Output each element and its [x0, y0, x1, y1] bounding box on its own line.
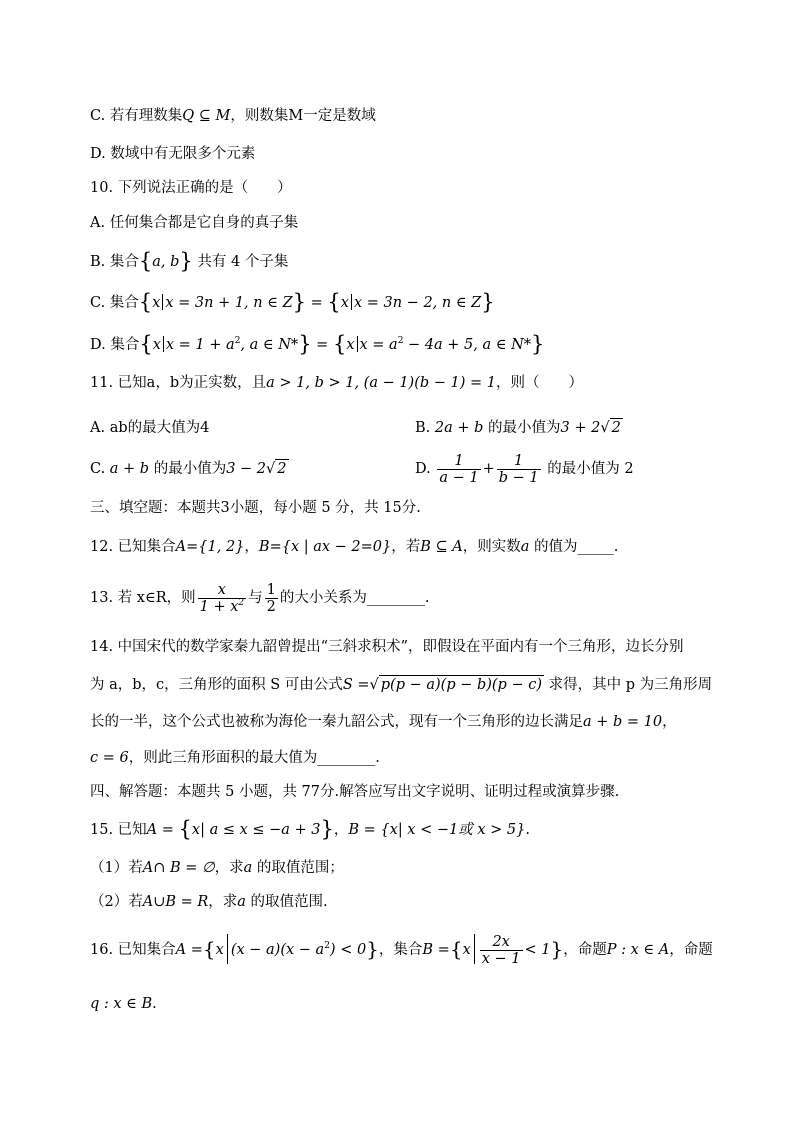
- question-12: [90, 537, 618, 557]
- text: ，求: [214, 860, 244, 876]
- fraction: [437, 453, 480, 486]
- denominator: x − 1: [481, 950, 521, 967]
- text: ，: [333, 822, 349, 838]
- q10-option-c: C. 集合{x x = 3n + 1, n ∈ Z} = {x x = 3n − 2, n ∈ Z}: [90, 290, 495, 314]
- math-expr: x: [152, 337, 161, 353]
- math-expr: P : x ∈ A: [606, 942, 670, 958]
- text: 的大小关系为________.: [279, 590, 430, 606]
- question-16-line-2: [90, 994, 157, 1014]
- math-expr: B =: [422, 942, 450, 958]
- text: ，则实数: [462, 539, 521, 555]
- text: 12. 已知集合: [90, 539, 176, 555]
- text: ，则（ ）: [496, 375, 583, 391]
- numerator: 2x: [480, 934, 523, 951]
- question-10: [90, 178, 292, 198]
- text: ，命题: [563, 942, 607, 958]
- math-expr: x| a ≤ x ≤ −a + 3: [191, 822, 321, 838]
- text: D.: [415, 461, 436, 477]
- text: A. ab的最大值为4: [90, 420, 210, 436]
- text: B. 集合: [90, 254, 139, 270]
- text: 共有 4 个子集: [192, 254, 289, 270]
- q11-option-d: [415, 451, 634, 487]
- math-expr: x = 3n + 1, n ∈ Z: [165, 295, 293, 311]
- text: 的最小值为: [483, 420, 561, 436]
- math-expr: q : x ∈ B: [90, 996, 153, 1012]
- math-expr: x = a: [359, 337, 398, 353]
- math-expr: − 4a + 5, a ∈ N*: [403, 337, 532, 353]
- denominator: 2: [266, 598, 276, 615]
- text: ，则此三角形面积的最大值为________.: [128, 750, 380, 766]
- text: C. 集合: [90, 295, 139, 311]
- q10-option-a: [90, 213, 298, 233]
- text: 14. 中国宋代的数学家秦九韶曾提出“三斜求积术”，即假设在平面内有一个三角形，边长分别: [90, 639, 684, 655]
- numerator: 1: [497, 453, 541, 470]
- text: ，: [244, 539, 259, 555]
- text: .: [525, 822, 530, 838]
- math-expr: 2: [611, 420, 621, 436]
- math-expr: x: [152, 295, 161, 311]
- math-expr: c = 6: [90, 750, 129, 766]
- text: 15. 已知: [90, 822, 147, 838]
- q10-option-b: B. 集合{a, b} 共有 4 个子集: [90, 249, 289, 273]
- question-14-line-2: 为 a，b，c，三角形的面积 S 可由公式S =√ p(p − a)(p − b)(p − c) 求得，其中 p 为三角形周: [90, 677, 713, 693]
- math-expr: B ⊆ A: [420, 539, 463, 555]
- question-15: 15. 已知A = {x| a ≤ x ≤ −a + 3}，B = {x| x < −1或 x > 5}.: [90, 817, 530, 841]
- math-expr: a > 1, b > 1, (a − 1)(b − 1) = 1: [266, 375, 496, 391]
- text: 13. 若 x∈R，则: [90, 590, 196, 606]
- text: ，命题: [669, 942, 713, 958]
- math-expr: +: [482, 461, 495, 477]
- math-expr: A={1, 2}: [175, 539, 245, 555]
- text: ，集合: [378, 942, 423, 958]
- math-expr: a + b: [109, 461, 150, 477]
- math-expr: B = {x| x < −1或 x > 5}: [348, 822, 526, 838]
- text: C.: [90, 461, 110, 477]
- q11-option-b: B. 2a + b 的最小值为3 + 2√ 2: [415, 420, 621, 436]
- text: 的最小值为: [149, 461, 227, 477]
- text: A. 任何集合都是它自身的真子集: [90, 215, 299, 231]
- question-15-part-1: [90, 858, 344, 878]
- math-expr: x: [340, 295, 349, 311]
- text: ，则数集M一定是数域: [230, 108, 376, 124]
- math-expr: x: [215, 942, 224, 958]
- math-expr: A =: [146, 822, 179, 838]
- fraction: [198, 582, 247, 615]
- denominator: $1 + x^2$: [199, 597, 245, 615]
- fraction: [265, 582, 278, 615]
- math-expr: 3 + 2: [560, 420, 601, 436]
- question-16-line-1: 16. 已知集合A ={x $(x - a)(x - a^2) < 0$}，集合B ={x $\frac{2x}{x - 1}$ < 1}，命题P : x ∈ A，命题: [90, 933, 713, 967]
- text: ，: [662, 714, 677, 730]
- math-expr: p(p − a)(p − b)(p − c): [380, 677, 542, 693]
- text: 与: [248, 590, 263, 606]
- text: D. 数域中有无限多个元素: [90, 146, 256, 162]
- text: ，若: [391, 539, 421, 555]
- math-expr: 2: [277, 461, 287, 477]
- text: 的值为_____.: [529, 539, 619, 555]
- section-4-header: [90, 782, 619, 802]
- option-d-line: [90, 144, 255, 164]
- q10-option-d: D. 集合{x $x = 1 + a^2$, a ∈ N*} = {x $x = a^2 - 4a + 5$, a ∈ N*}: [90, 332, 545, 356]
- text: 的取值范围；: [252, 860, 344, 876]
- text: 10. 下列说法正确的是（ ）: [90, 180, 292, 196]
- fraction: [480, 934, 523, 967]
- section-3-header: [90, 498, 421, 518]
- denominator-text: 1 + x: [199, 598, 239, 615]
- text: .: [152, 996, 157, 1012]
- denominator: b − 1: [498, 469, 539, 486]
- math-expr: S =: [342, 677, 370, 693]
- question-15-part-2: [90, 892, 328, 912]
- math-expr: x: [346, 337, 355, 353]
- math-expr: (x − a)(x − a: [230, 942, 325, 958]
- numerator: 1: [437, 453, 480, 470]
- text: B.: [415, 420, 435, 436]
- question-14-line-4: [90, 748, 380, 768]
- text: 的取值范围.: [245, 894, 328, 910]
- text: 四、解答题：本题共 5 小题，共 77分.解答应写出文字说明、证明过程或演算步骤.: [90, 784, 620, 800]
- question-14-line-3: [90, 712, 677, 732]
- text: 为 a，b，c，三角形的面积 S 可由公式: [90, 677, 343, 693]
- option-c-line: [90, 106, 376, 126]
- numerator: x: [198, 582, 247, 599]
- text: ，求: [208, 894, 238, 910]
- math-expr: A∩ B = ∅: [142, 860, 215, 876]
- math-expr: a: [243, 860, 253, 876]
- fraction: [497, 453, 541, 486]
- math-expr: Q ⊆ M: [182, 108, 231, 124]
- text: 求得，其中 p 为三角形周: [544, 677, 713, 693]
- math-expr: 2a + b: [434, 420, 484, 436]
- question-11: [90, 373, 583, 393]
- numerator: 1: [266, 581, 276, 598]
- math-expr: < 1: [524, 942, 551, 958]
- text: 三、填空题：本题共3小题，每小题 5 分，共 15分.: [90, 500, 421, 516]
- math-expr: a, b: [152, 254, 180, 270]
- text: （1）若: [90, 860, 143, 876]
- math-expr: B={x | ax − 2=0}: [258, 539, 392, 555]
- math-expr: 3 − 2: [226, 461, 267, 477]
- question-13: [90, 580, 429, 616]
- text: 的最小值为 2: [542, 461, 634, 477]
- math-expr: A∪B = R: [142, 894, 209, 910]
- text: 11. 已知a，b为正实数，且: [90, 375, 267, 391]
- text: 16. 已知集合: [90, 942, 176, 958]
- math-expr: x: [462, 942, 471, 958]
- math-expr: x = 3n − 2, n ∈ Z: [353, 295, 482, 311]
- q11-option-a: [90, 418, 209, 438]
- text: （2）若: [90, 894, 143, 910]
- text: D. 集合: [90, 337, 140, 353]
- question-14-line-1: [90, 637, 684, 657]
- denominator: a − 1: [439, 469, 479, 486]
- math-expr: a + b = 10: [583, 714, 663, 730]
- math-expr: A =: [175, 942, 203, 958]
- math-expr: x = 1 + a: [165, 337, 235, 353]
- text: 长的一半，这个公式也被称为海伦一秦九韶公式，现有一个三角形的边长满足: [90, 714, 583, 730]
- q11-option-c: C. a + b 的最小值为3 − 2√ 2: [90, 461, 287, 477]
- math-expr: a: [237, 894, 246, 910]
- math-expr: a: [520, 539, 530, 555]
- math-expr: ) < 0: [329, 942, 367, 958]
- math-expr: , a ∈ N*: [240, 337, 299, 353]
- text: C. 若有理数集: [90, 108, 183, 124]
